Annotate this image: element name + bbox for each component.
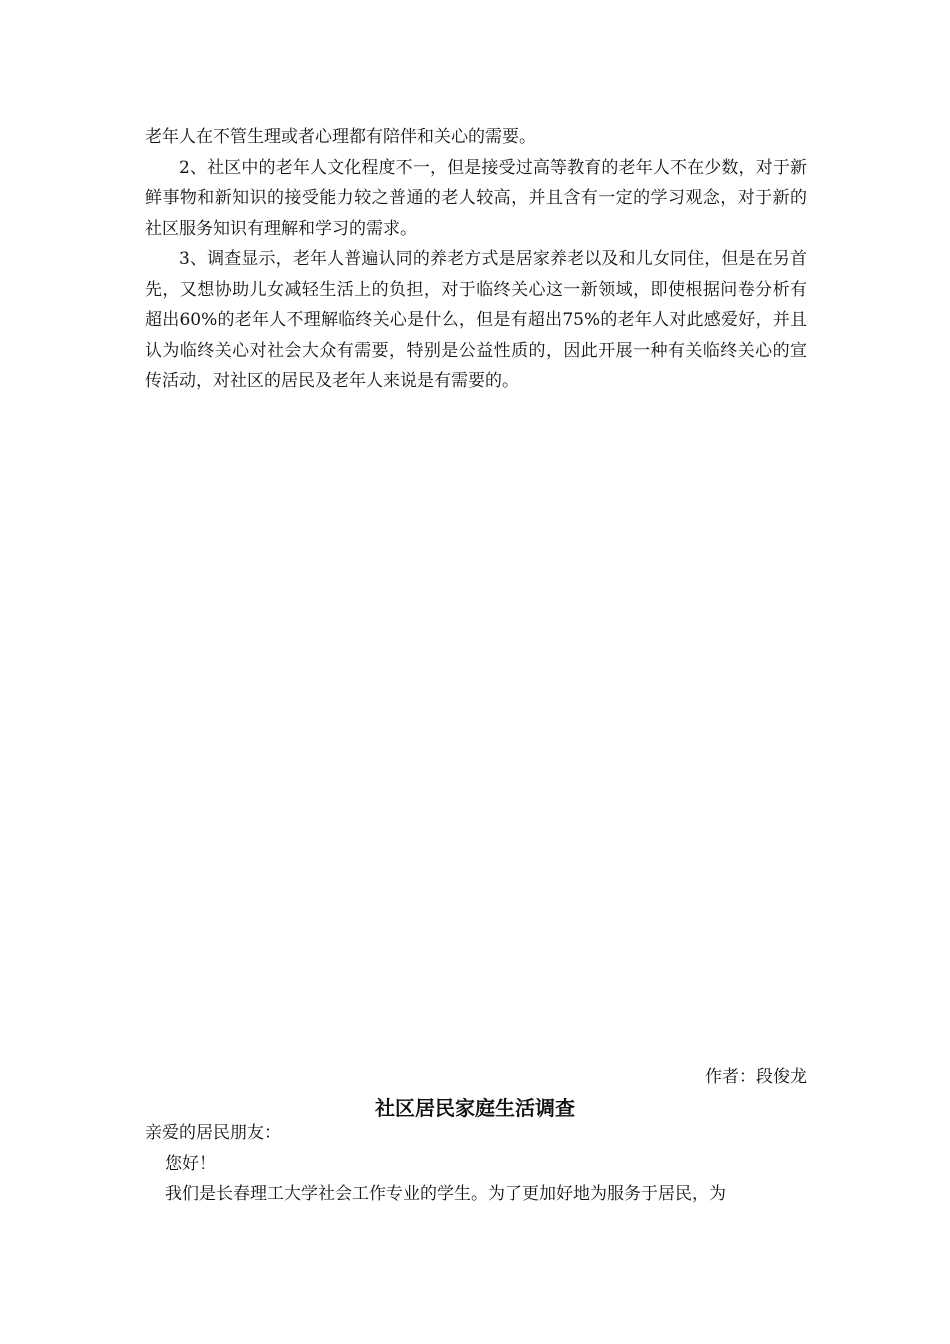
intro-paragraph: 我们是长春理工大学社会工作专业的学生。为了更加好地为服务于居民，为 <box>165 1184 726 1204</box>
paragraph-point-3: 3、调查显示，老年人普遍认同的养老方式是居家养老以及和儿女同住，但是在另首先，又想协助儿女减轻生活上的负担，对于临终关心这一新领域，即使根据问卷分析有超出60%的老年人不理解临终关心是什么，但是有超出75%的老年人对此感爱好，并且认为临终关心对社会大众有需要，特别是公益性质的，因此开展一种有关临终关心的宣传活动，对社区的居民及老年人来说是有需要的。 <box>145 249 807 391</box>
survey-letter <box>145 1118 807 1210</box>
salutation: 亲爱的居民朋友： <box>145 1123 281 1143</box>
conclusion-section <box>145 122 807 397</box>
greeting: 您好！ <box>165 1153 216 1174</box>
paragraph-continuation: 老年人在不管生理或者心理都有陪伴和关心的需要。 <box>145 127 536 147</box>
survey-title: 社区居民家庭生活调查 <box>375 1096 575 1120</box>
paragraph-point-2: 2、社区中的老年人文化程度不一，但是接受过高等教育的老年人不在少数，对于新鲜事物和新知识的接受能力较之普通的老人较高，并且含有一定的学习观念，对于新的社区服务知识有理解和学习的需求。 <box>145 157 807 239</box>
author-line: 作者：段俊龙 <box>705 1067 807 1087</box>
